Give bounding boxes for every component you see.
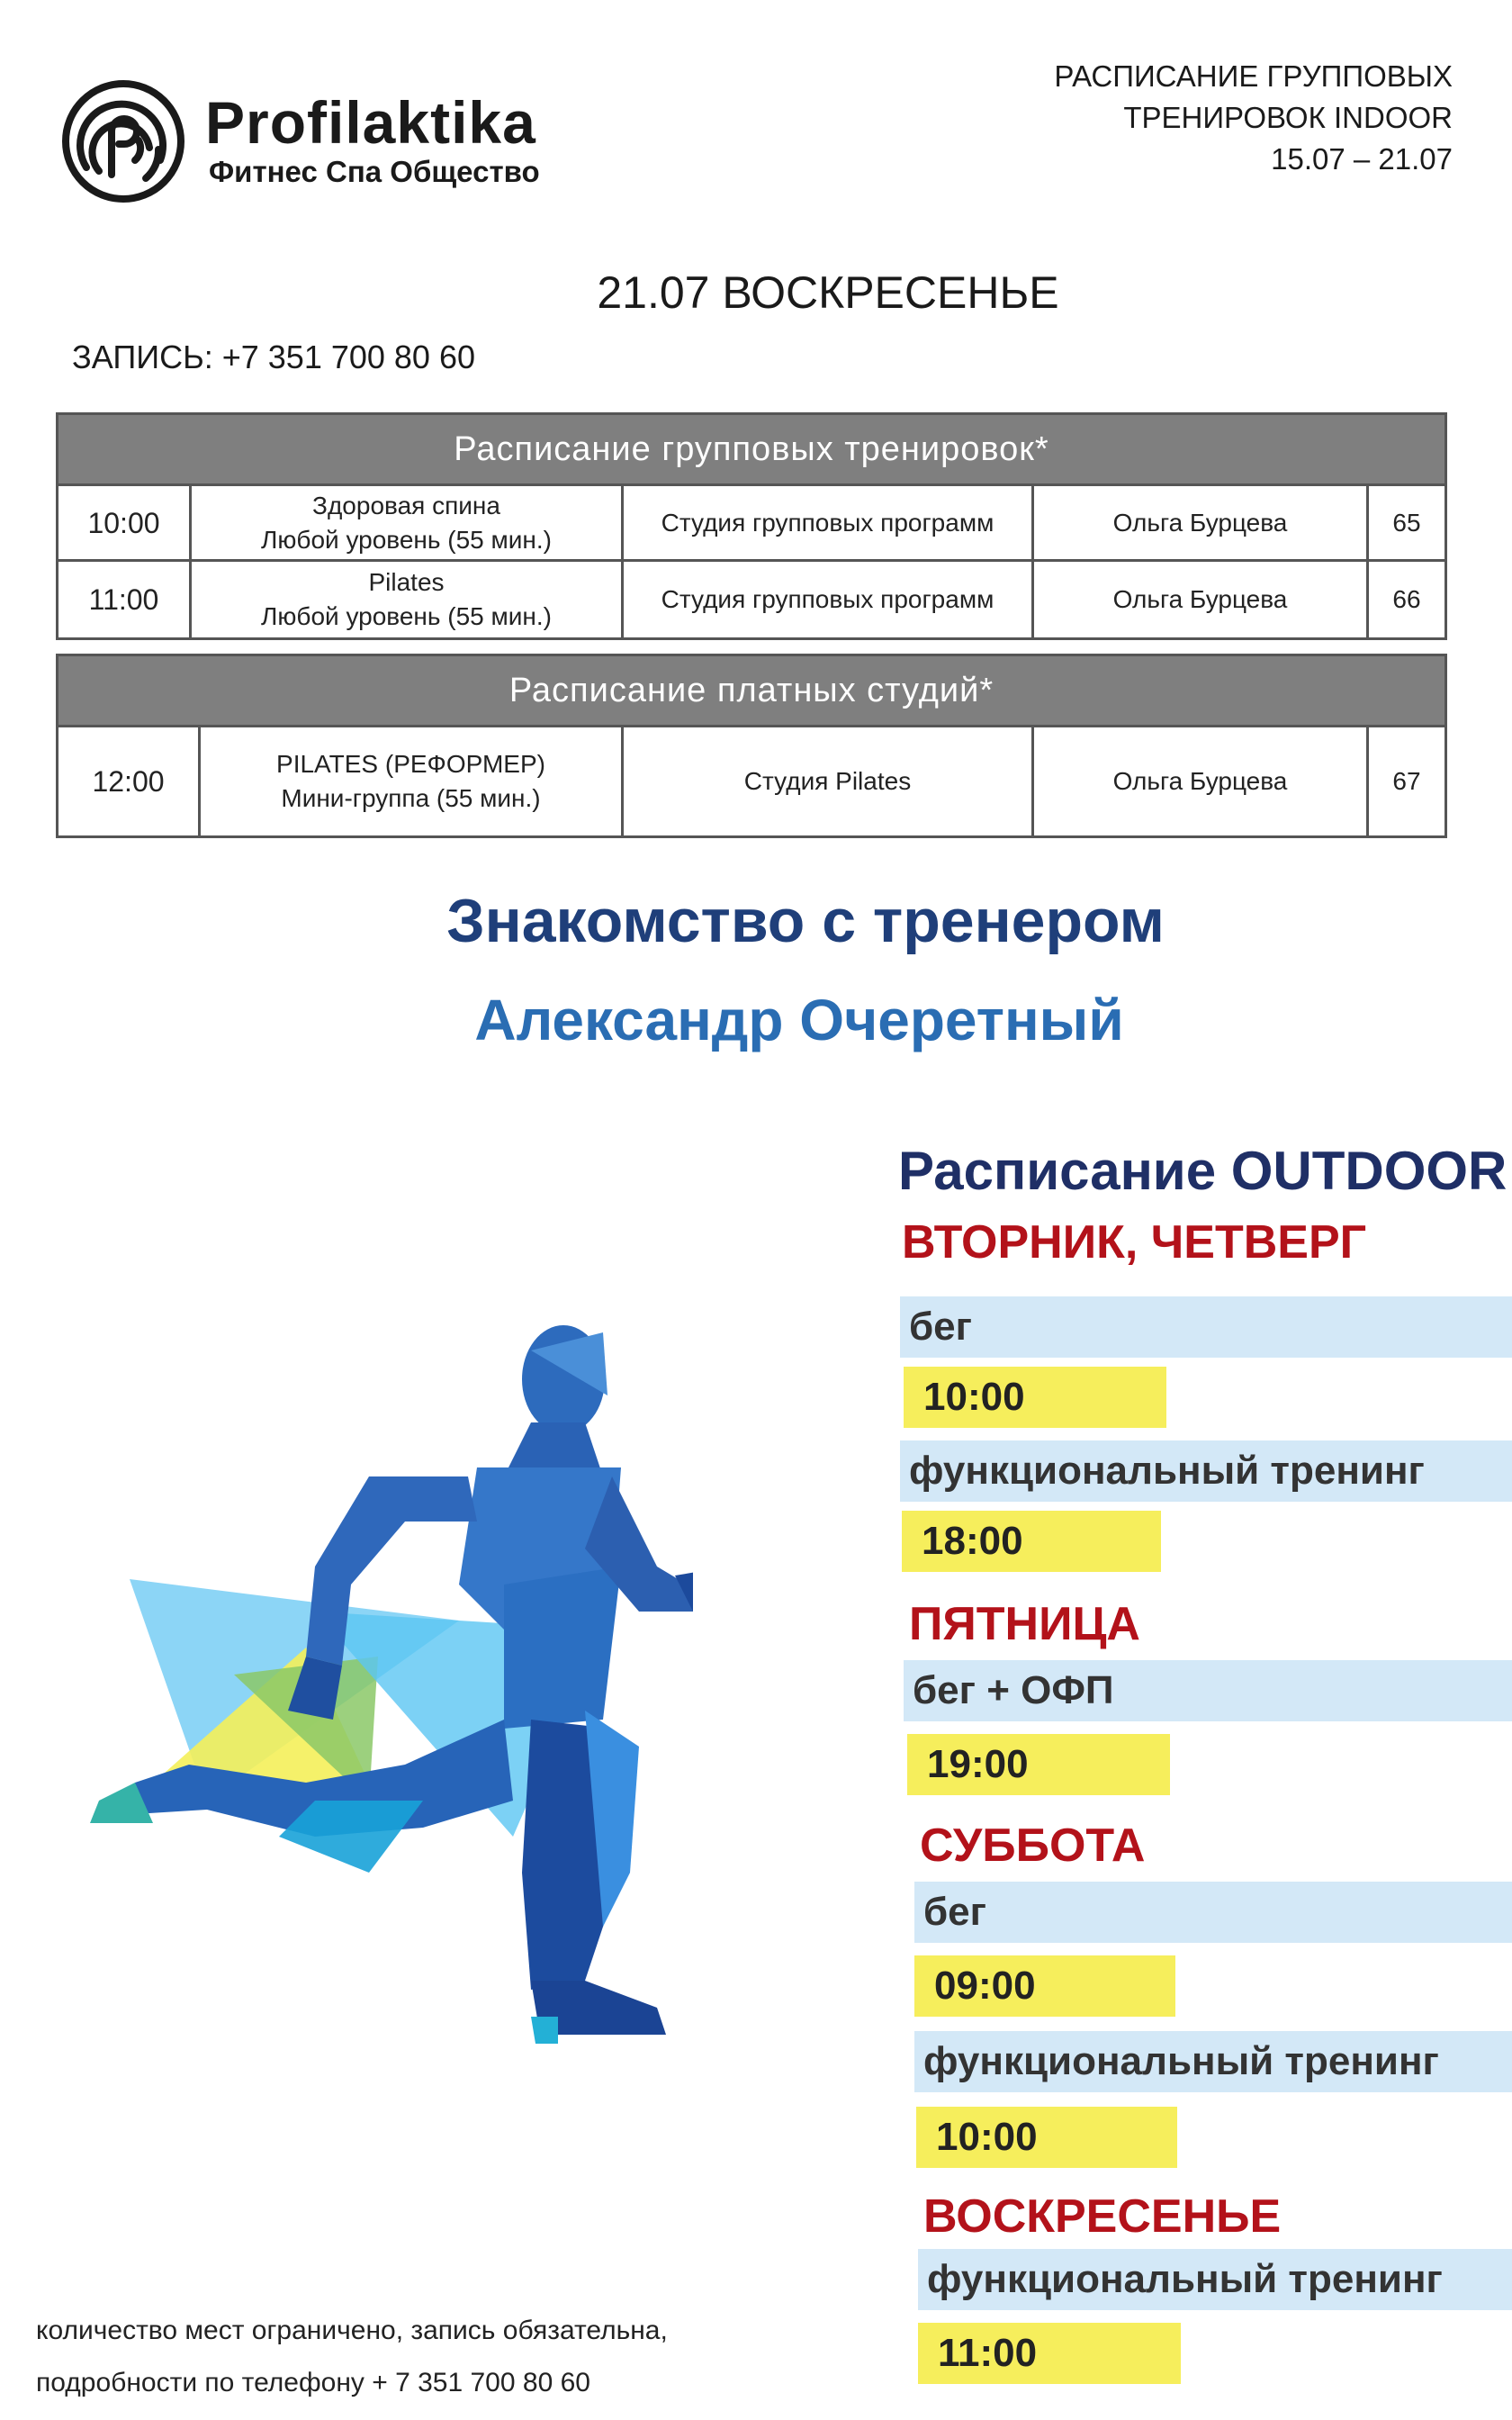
time-cell: 12:00 xyxy=(58,727,201,835)
footer-line1: количество мест ограничено, запись обязательна, xyxy=(36,2316,668,2345)
activity-bar: функциональный тренинг xyxy=(914,2031,1512,2092)
activity-bar: бег + ОФП xyxy=(904,1660,1512,1721)
studio-cell: Студия групповых программ xyxy=(624,562,1034,637)
day-label-fri: ПЯТНИЦА xyxy=(909,1598,1140,1650)
time-cell: 10:00 xyxy=(58,486,192,559)
paid-schedule-heading: Расписание платных студий* xyxy=(58,656,1444,727)
class-cell xyxy=(192,486,624,559)
table-row xyxy=(58,562,1444,637)
schedule-title-line2: ТРЕНИРОВОК INDOOR xyxy=(1123,101,1453,134)
class-cell xyxy=(201,727,624,835)
day-label-sat: СУББОТА xyxy=(920,1820,1146,1872)
trainer-cell: Ольга Бурцева xyxy=(1034,486,1369,559)
running-man-icon xyxy=(81,1296,693,2071)
footer-note xyxy=(36,2305,668,2409)
intro-title: Знакомство с тренером xyxy=(446,887,1165,955)
paid-schedule-table xyxy=(56,654,1447,838)
class-level: Любой уровень (55 мин.) xyxy=(261,525,552,554)
class-name: PILATES (РЕФОРМЕР) xyxy=(276,750,545,778)
group-schedule-heading: Расписание групповых тренировок* xyxy=(58,415,1444,486)
number-cell: 67 xyxy=(1392,767,1421,795)
trainer-cell: Ольга Бурцева xyxy=(1034,562,1369,637)
activity-bar: бег xyxy=(900,1296,1512,1358)
table-row xyxy=(58,727,1444,835)
day-label-tue-thu: ВТОРНИК, ЧЕТВЕРГ xyxy=(902,1216,1367,1269)
activity-bar: бег xyxy=(914,1882,1512,1943)
brand-tagline: Фитнес Спа Общество xyxy=(209,155,540,188)
time-cell: 11:00 xyxy=(58,562,192,637)
class-level: Мини-группа (55 мин.) xyxy=(281,784,541,812)
schedule-title-line1: РАСПИСАНИЕ ГРУППОВЫХ xyxy=(1054,59,1453,93)
activity-bar: функциональный тренинг xyxy=(918,2249,1512,2310)
class-level: Любой уровень (55 мин.) xyxy=(261,602,552,630)
time-box: 10:00 xyxy=(904,1367,1166,1428)
time-box: 11:00 xyxy=(918,2323,1181,2384)
intro-trainer-name: Александр Очеретный xyxy=(474,988,1124,1052)
studio-cell: Студия групповых программ xyxy=(624,486,1034,559)
fingerprint-p-logo-icon xyxy=(59,77,187,205)
time-box: 09:00 xyxy=(914,1955,1175,2017)
day-label-sun: ВОСКРЕСЕНЬЕ xyxy=(923,2190,1282,2243)
booking-phone: ЗАПИСЬ: +7 351 700 80 60 xyxy=(72,339,475,375)
class-name: Pilates xyxy=(368,568,445,596)
brand-name: Profilaktika xyxy=(205,89,536,156)
number-cell: 65 xyxy=(1392,508,1421,537)
number-cell: 66 xyxy=(1392,585,1421,613)
table-row xyxy=(58,486,1444,562)
studio-cell: Студия Pilates xyxy=(624,727,1034,835)
time-box: 19:00 xyxy=(907,1734,1170,1795)
group-schedule-table xyxy=(56,412,1447,640)
schedule-header xyxy=(1054,56,1453,180)
class-cell xyxy=(192,562,624,637)
time-box: 10:00 xyxy=(916,2107,1177,2168)
schedule-date-range: 15.07 – 21.07 xyxy=(1271,142,1453,176)
class-name: Здоровая спина xyxy=(312,491,500,519)
footer-line2: подробности по телефону + 7 351 700 80 60 xyxy=(36,2368,590,2397)
day-title: 21.07 ВОСКРЕСЕНЬЕ xyxy=(597,267,1059,318)
trainer-cell: Ольга Бурцева xyxy=(1034,727,1369,835)
time-box: 18:00 xyxy=(902,1511,1161,1572)
activity-bar: функциональный тренинг xyxy=(900,1440,1512,1502)
outdoor-schedule-title: Расписание OUTDOOR xyxy=(898,1141,1508,1201)
